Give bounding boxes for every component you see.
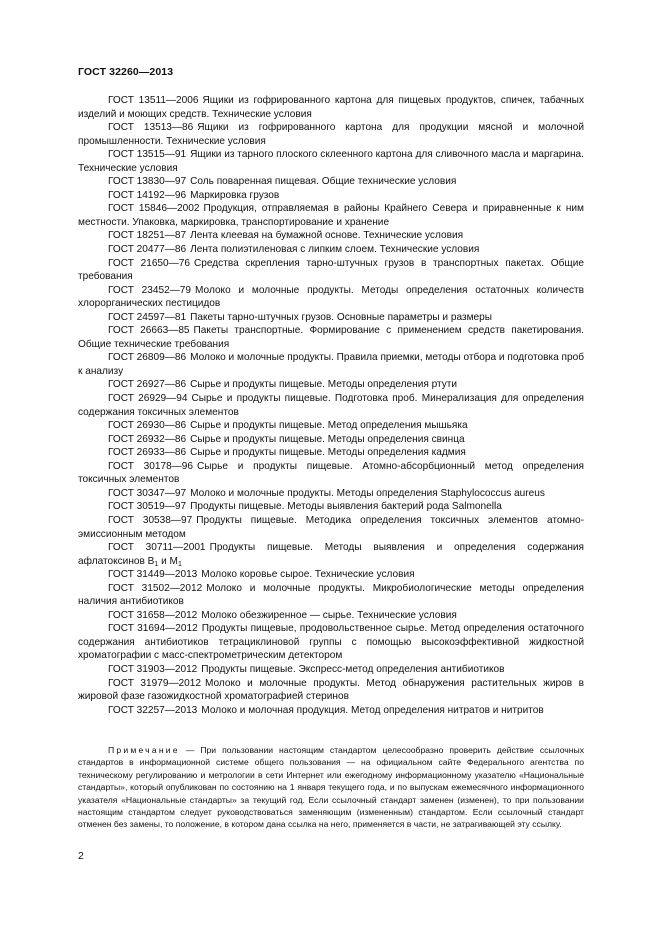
reference-item — [78, 460, 584, 487]
reference-item — [78, 121, 584, 148]
normative-references-list — [78, 94, 584, 717]
reference-title: Сырье и продукты пищевые. Методы определения кадмия — [190, 447, 466, 459]
reference-title: Молоко и молочные продукты. Метод обнаружения растительных жиров в жировой фазе газожидкостной хроматографией стеринов — [78, 677, 584, 703]
reference-item — [78, 582, 584, 609]
reference-title: Молоко и молочная продукция. Метод определения нитратов и нитритов — [201, 704, 544, 716]
subscript: 1 — [177, 560, 182, 568]
reference-item — [78, 663, 584, 677]
reference-title: Ящики из тарного плоского склеенного картона для сливочного масла и маргарина. Технические условия — [78, 149, 584, 174]
reference-title: Сырье и продукты пищевые. Метод определения мышьяка — [190, 420, 468, 432]
reference-title: Молоко и молочные продукты. Микробиологические методы определения наличия антибиотиков — [78, 582, 584, 608]
reference-item — [78, 609, 584, 623]
reference-code: ГОСТ 15846—2002 — [108, 203, 200, 215]
reference-item — [78, 257, 584, 284]
reference-item — [78, 446, 584, 460]
reference-title: Продукты пищевые. Методы выявления бактерий рода Salmonella — [190, 501, 502, 513]
reference-title: Молоко коровье сырое. Технические условия — [201, 569, 415, 581]
reference-code: ГОСТ 30538—97 — [108, 514, 193, 526]
reference-item — [78, 351, 584, 378]
reference-title: Сырье и продукты пищевые. Атомно-абсорбционный метод определения токсичных элементов — [78, 460, 584, 486]
page-number: 2 — [78, 850, 84, 862]
reference-code: ГОСТ 13830—97 — [108, 176, 187, 188]
reference-item — [78, 514, 584, 541]
reference-code: ГОСТ 26930—86 — [108, 420, 187, 432]
reference-code: ГОСТ 26809—86 — [108, 352, 187, 364]
reference-title: Маркировка грузов — [190, 189, 280, 201]
reference-title: Пакеты тарно-штучных грузов. Основные параметры и размеры — [190, 311, 492, 323]
reference-item — [78, 284, 584, 311]
reference-code: ГОСТ 13515—91 — [108, 149, 187, 161]
reference-item — [78, 541, 584, 568]
reference-title: Сырье и продукты пищевые. Подготовка проб. Минерализация для определения содержания токсичных элементов — [78, 393, 584, 418]
standard-header: ГОСТ 32260—2013 — [78, 66, 174, 78]
reference-title: Лента полиэтиленовая с липким слоем. Технические условия — [190, 244, 480, 256]
reference-title: Молоко обезжиренное — сырье. Технические условия — [201, 609, 457, 621]
reference-title: Ящики из гофрированного картона для продукции мясной и молочной промышленности. Технические условия — [78, 122, 584, 147]
reference-code: ГОСТ 26933—86 — [108, 447, 187, 459]
reference-item — [78, 94, 584, 121]
reference-code: ГОСТ 31979—2012 — [108, 677, 201, 689]
reference-code: ГОСТ 30711—2001 — [108, 542, 206, 554]
reference-item — [78, 175, 584, 189]
reference-code: ГОСТ 14192—96 — [108, 189, 187, 201]
reference-code: ГОСТ 26932—86 — [108, 433, 187, 445]
reference-code: ГОСТ 26927—86 — [108, 379, 187, 391]
reference-code: ГОСТ 31658—2012 — [108, 609, 198, 621]
reference-title: Продукты пищевые, продовольственное сырье. Метод определения остаточного содержания антибиотиков тетрациклиновой группы с помощью высокоэффективной жидкостной хроматографии с масс-спектрометрическим детектором — [78, 623, 584, 662]
reference-code: ГОСТ 23452—79 — [108, 284, 192, 296]
reference-code: ГОСТ 24597—81 — [108, 311, 187, 323]
reference-code: ГОСТ 30519—97 — [108, 501, 187, 513]
reference-item — [78, 324, 584, 351]
reference-code: ГОСТ 31502—2012 — [108, 582, 203, 594]
reference-title-continued: и M — [158, 555, 178, 567]
reference-title: Средства скрепления тарно-штучных грузов в транспортных пакетах. Общие требования — [78, 257, 584, 283]
note-lead: Примечание — [108, 745, 180, 755]
reference-title: Продукты пищевые. Методы выявления и определения содержания афлатоксинов B — [78, 542, 585, 567]
reference-item — [78, 392, 584, 419]
reference-title: Соль поваренная пищевая. Общие технические условия — [190, 176, 457, 188]
reference-code: ГОСТ 31694—2012 — [108, 623, 198, 635]
reference-code: ГОСТ 31903—2012 — [108, 663, 198, 675]
reference-code: ГОСТ 30347—97 — [108, 487, 187, 499]
reference-item — [78, 189, 584, 203]
reference-code: ГОСТ 30178—96 — [108, 460, 194, 472]
reference-item — [78, 704, 584, 718]
reference-item — [78, 487, 584, 501]
reference-code: ГОСТ 32257—2013 — [108, 704, 198, 716]
note-paragraph — [78, 744, 584, 831]
reference-title: Сырье и продукты пищевые. Методы определения ртути — [190, 379, 458, 391]
reference-code: ГОСТ 26663—85 — [108, 325, 190, 337]
reference-title: Молоко и молочные продукты. Методы определения остаточных количеств хлорорганических пестицидов — [78, 284, 584, 310]
reference-title: Продукты пищевые. Экспресс-метод определения антибиотиков — [201, 663, 505, 675]
subscript: 1 — [154, 560, 159, 568]
reference-code: ГОСТ 18251—87 — [108, 230, 187, 242]
reference-item — [78, 378, 584, 392]
reference-code: ГОСТ 26929—94 — [108, 393, 188, 405]
reference-title: Ящики из гофрированного картона для пищевых продуктов, спичек, табачных изделий и моющих средств. Технические условия — [78, 95, 584, 120]
reference-code: ГОСТ 20477—86 — [108, 244, 187, 256]
reference-item — [78, 622, 584, 663]
reference-title: Продукты пищевые. Методика определения токсичных элементов атомно-эмиссионным методом — [78, 514, 584, 540]
reference-title: Пакеты транспортные. Формирование с применением средств пакетирования. Общие технические требования — [78, 325, 584, 350]
reference-item — [78, 202, 584, 229]
reference-code: ГОСТ 13511—2006 — [108, 95, 199, 106]
reference-item — [78, 229, 584, 243]
reference-item — [78, 568, 584, 582]
reference-title: Молоко и молочные продукты. Методы определения Staphylococcus aureus — [190, 487, 545, 499]
reference-item — [78, 433, 584, 447]
reference-title: Сырье и продукты пищевые. Методы определения свинца — [190, 433, 465, 445]
reference-item — [78, 677, 584, 704]
reference-title: Продукция, отправляемая в районы Крайнего Севера и приравненные к ним местности. Упаковка, маркировка, транспортирование и хранение — [78, 203, 585, 228]
reference-item — [78, 243, 584, 257]
reference-item — [78, 148, 584, 175]
note-text: — При пользовании настоящим стандартом целесообразно проверить действие ссылочных стандартов в информационной системе общего пользования — на официальном сайте Федерального агентства по техническому регулированию и метрологии в сети Интернет или ежегодному информационному указателю «Национальные стандарты», который опубликован по состоянию на 1 января текущего года, и по выпускам ежемесячного информационного указателя «Национальные стандарты» за текущий год. Если ссылочный стандарт заменен (изменен), то при пользовании настоящим стандартом следует руководствоваться заменяющим (измененным) стандартом. Если ссылочный стандарт отменен без замены, то положение, в котором дана ссылка на него, применяется в части, не затрагивающей эту ссылку. — [78, 745, 584, 830]
reference-code: ГОСТ 21650—76 — [108, 257, 190, 269]
reference-item — [78, 419, 584, 433]
reference-title: Лента клеевая на бумажной основе. Технические условия — [190, 230, 464, 242]
reference-item — [78, 311, 584, 325]
reference-code: ГОСТ 31449—2013 — [108, 569, 198, 581]
reference-title: Молоко и молочные продукты. Правила приемки, методы отбора и подготовка проб к анализу — [78, 352, 584, 377]
reference-code: ГОСТ 13513—86 — [108, 122, 194, 134]
reference-item — [78, 500, 584, 514]
